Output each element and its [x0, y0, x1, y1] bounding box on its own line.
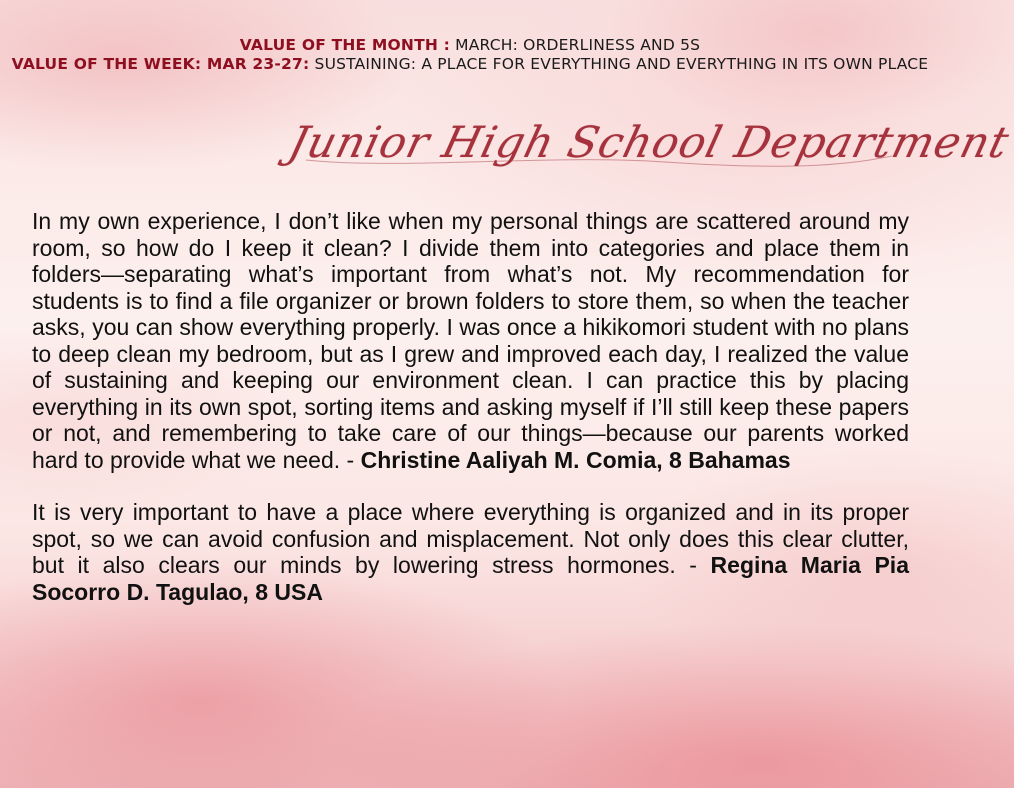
- reflection-author: Christine Aaliyah M. Comia, 8 Bahamas: [360, 446, 791, 473]
- reflection-author: Regina Maria Pia Socorro D. Tagulao, 8 USA: [32, 552, 909, 605]
- value-of-week-line: [0, 55, 940, 74]
- department-title: [283, 118, 1014, 168]
- reflection-paragraph: [32, 499, 909, 605]
- value-of-week-text: SUSTAINING: A PLACE FOR EVERYTHING AND EVERYTHING IN ITS OWN PLACE: [314, 55, 929, 73]
- value-header: [0, 36, 940, 74]
- value-of-month-label: VALUE OF THE MONTH :: [239, 36, 451, 54]
- value-of-month-text: MARCH: ORDERLINESS AND 5S: [455, 36, 701, 54]
- reflection-text: In my own experience, I don’t like when my personal things are scattered around my room, so how do I keep it clean? I divide them into categories and place them in folders—separating what’s important from what’s not. My recommendation for students is to find a file organizer or brown folders to store them, so when the teacher asks, you can show everything properly. I was once a hikikomori student with no plans to deep clean my bedroom, but as I grew and improved each day, I realized the value of sustaining and keeping our environment clean. I can practice this by placing everything in its own spot, sorting items and asking myself if I’ll still keep these papers or not, and remembering to take care of our things—because our parents worked hard to provide what we need. -: [32, 208, 909, 473]
- reflections: [32, 208, 909, 631]
- department-title-text: Junior High School Department: [283, 118, 1014, 168]
- value-of-week-label: VALUE OF THE WEEK: MAR 23-27:: [11, 55, 310, 73]
- reflection-text: It is very important to have a place where everything is organized and in its proper spot, so we can avoid confusion and misplacement. Not only does this clear clutter, but it also clears our minds by lowering stress hormones. -: [32, 499, 909, 578]
- value-of-month-line: [0, 36, 940, 55]
- reflection-paragraph: [32, 208, 909, 473]
